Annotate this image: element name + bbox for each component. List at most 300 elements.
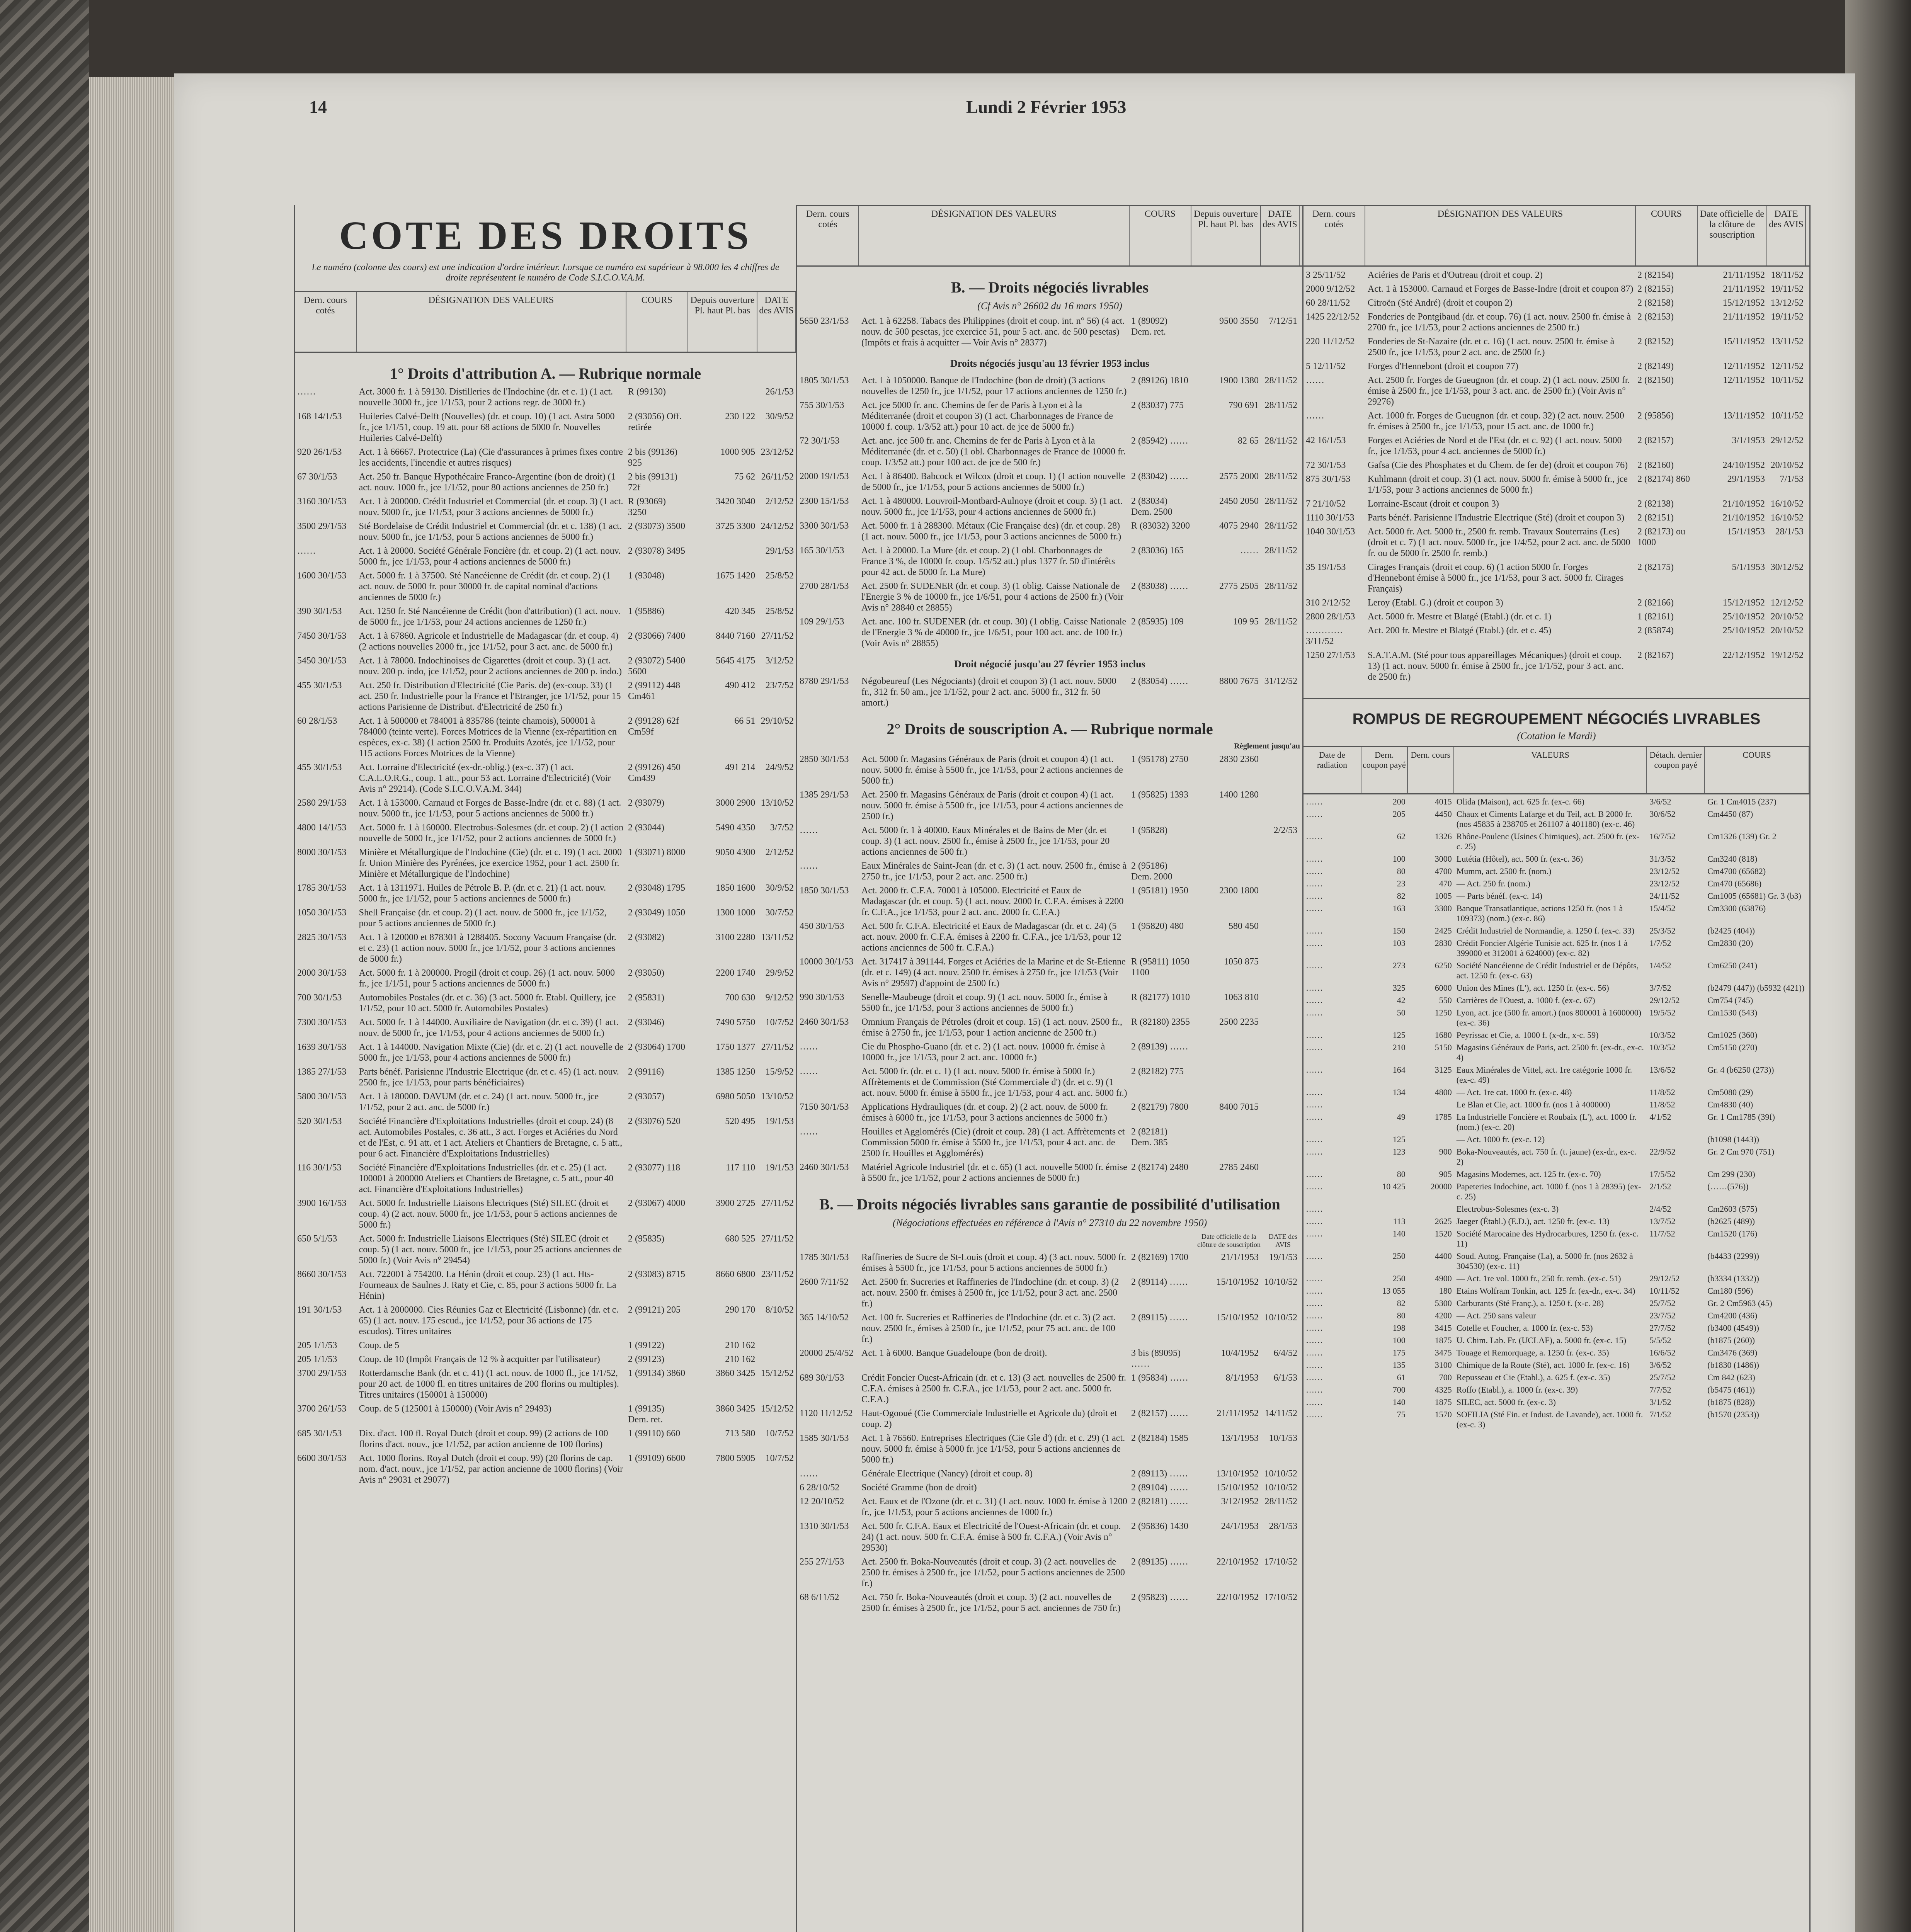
row-cours: R (93069) 3250 bbox=[628, 497, 666, 517]
rompus-coupon: 13 055 bbox=[1382, 1286, 1406, 1296]
rompus-date: …… bbox=[1306, 1360, 1323, 1370]
table-row bbox=[295, 1453, 796, 1485]
table-row bbox=[295, 1403, 796, 1425]
row-cours: 2 (82155) bbox=[1637, 284, 1674, 294]
row-dern: 72 30/1/53 bbox=[1306, 460, 1346, 470]
rompus-cours: (b3400 (4549)) bbox=[1707, 1323, 1760, 1333]
subsection-note: (Cf Avis n° 26602 du 16 mars 1950) bbox=[977, 300, 1122, 311]
table-row bbox=[797, 1252, 1302, 1274]
rompus-valeur: Magasins Modernes, act. 125 fr. (ex-c. 70) bbox=[1456, 1169, 1601, 1179]
row-dern: 5650 23/1/53 bbox=[800, 316, 849, 326]
row-dern: 5800 30/1/53 bbox=[297, 1092, 347, 1102]
table-row bbox=[1303, 361, 1809, 372]
th-cours: COURS bbox=[1705, 747, 1809, 793]
row-dern: 310 2/12/52 bbox=[1306, 598, 1351, 608]
row-depuis: 1050 875 bbox=[1224, 957, 1259, 967]
rompus-cours: Cm754 (745) bbox=[1707, 995, 1753, 1005]
row-dern: 10000 30/1/53 bbox=[800, 957, 854, 967]
row-designation: Act. 5000 fr. 1 à 200000. Progil (droit et coup. 26) (1 act. nouv. 5000 fr., jce 1/1/51, pour 5 actions anciennes de 5000 fr.) bbox=[359, 968, 615, 989]
rompus-dern-cours: 6000 bbox=[1435, 983, 1452, 993]
row-cours: 2 (89113) …… bbox=[1131, 1469, 1188, 1479]
row-cours: 2 (93067) 4000 bbox=[628, 1198, 685, 1208]
row-cours: R (95811) 1050 1100 bbox=[1131, 957, 1190, 978]
rompus-cours: Gr. 1 Cm4015 (237) bbox=[1707, 797, 1777, 806]
row-designation: Huileries Calvé-Delft (Nouvelles) (dr. et coup. 10) (1 act. Astra 5000 fr., jce 1/1/51, coup. 19 att. pour 68 actions de 5000 fr. Nouvelles Huileries Calvé-Delft) bbox=[359, 412, 615, 443]
row-designation: Act. 1 à 20000. La Mure (dr. et coup. 2) (1 obl. Charbonnages de France 3 %, de 10000 fr. coup. 1/5/52 att.) plus 1377 fr. 50 d'intérêts pour 42 act. de 5000 fr. La Mure) bbox=[861, 546, 1115, 577]
row-date: 30/7/52 bbox=[765, 908, 794, 918]
row-cours: 2 (82150) bbox=[1637, 375, 1674, 385]
row-date bbox=[1261, 789, 1300, 822]
book-binding-right bbox=[1845, 0, 1911, 1932]
row-date: 26/1/53 bbox=[765, 387, 794, 397]
th-depuis: Depuis ouverture Pl. haut Pl. bas bbox=[688, 292, 758, 352]
rompus-row bbox=[1303, 1134, 1809, 1145]
row-dern: 7150 30/1/53 bbox=[800, 1102, 849, 1112]
rompus-date: …… bbox=[1306, 961, 1323, 970]
rompus-valeur: Repusseau et Cie (Etabl.), a. 625 f. (ex-c. 35) bbox=[1456, 1372, 1610, 1382]
th-date-radiation: Date de radiation bbox=[1303, 747, 1361, 793]
row-depuis: 15/12/1952 bbox=[1722, 298, 1765, 308]
table-row bbox=[1303, 650, 1809, 682]
row-dern: 2460 30/1/53 bbox=[800, 1162, 849, 1172]
rompus-coupon: 140 bbox=[1392, 1397, 1406, 1407]
rompus-valeur: Société Nancéienne de Crédit Industriel et de Dépôts, act. 1250 fr. (ex-c. 63) bbox=[1456, 961, 1639, 980]
row-dern: 1120 11/12/52 bbox=[800, 1408, 853, 1418]
rompus-valeur: Union des Mines (L'), act. 1250 fr. (ex-c. 56) bbox=[1456, 983, 1609, 993]
row-dern: 1050 30/1/53 bbox=[297, 908, 347, 918]
row-depuis: 5/1/1953 bbox=[1732, 562, 1765, 572]
row-designation: Act. 1 à 120000 et 878301 à 1288405. Socony Vacuum Française (dr. et c. 23) (1 action nouv. 5000 fr., jce 1/1/52, pour 3 actions anciennes de 5000 fr.) bbox=[359, 932, 616, 964]
table-row bbox=[797, 789, 1302, 822]
rompus-date: …… bbox=[1306, 1043, 1323, 1052]
th-cours: COURS bbox=[626, 292, 688, 352]
table-row bbox=[797, 520, 1302, 542]
rompus-row bbox=[1303, 1410, 1809, 1430]
row-designation: Act. anc. 100 fr. SUDENER (dr. et coup. 30) (1 oblig. Caisse Nationale de l'Energie 3 % de 40000 fr., jce 1/6/51, pour 100 act. anc. de 100 fr.) (Voir Avis n° 28855) bbox=[861, 617, 1127, 648]
row-designation: Act. 1000 florins. Royal Dutch (droit et coup. 99) (20 florins de cap. nom. d'act. nouv., jce 1/1/52, par action ancienne de 1000 florins) (Voir Avis n° 29031 et 29077) bbox=[359, 1453, 623, 1485]
rompus-coupon: 82 bbox=[1397, 1298, 1406, 1308]
table-row bbox=[797, 1521, 1302, 1553]
row-cours: 2 (99126) 450 Cm439 bbox=[628, 762, 681, 783]
rompus-cours: Gr. 4 (b6250 (273)) bbox=[1707, 1065, 1774, 1075]
negotiation-period: Droits négociés jusqu'au 13 février 1953 inclus bbox=[950, 358, 1149, 369]
row-designation: Act. 1000 fr. Forges de Gueugnon (dr. et coup. 32) (2 act. nouv. 2500 fr. émises à 2500 fr., jce 1/1/53, pour 15 act. anc. de 1000 fr.) bbox=[1368, 411, 1624, 432]
rompus-dern-cours: 1875 bbox=[1435, 1335, 1452, 1345]
rompus-coupon: 700 bbox=[1392, 1385, 1406, 1395]
row-designation: Act. 200 fr. Mestre et Blatgé (Etabl.) (dr. et c. 45) bbox=[1368, 626, 1552, 636]
row-dern: …… bbox=[800, 1127, 818, 1137]
rompus-row bbox=[1303, 1008, 1809, 1028]
row-cours: 2 (93049) 1050 bbox=[628, 908, 685, 918]
table-row bbox=[797, 1556, 1302, 1589]
rompus-valeur: Etains Wolfram Tonkin, act. 125 fr. (ex-dr., ex-c. 34) bbox=[1456, 1286, 1635, 1296]
table-row bbox=[797, 1496, 1302, 1518]
row-depuis: 1750 1377 bbox=[716, 1042, 756, 1052]
row-date: 29/10/52 bbox=[761, 716, 794, 726]
rompus-section bbox=[1303, 698, 1809, 1430]
row-date: 15/9/52 bbox=[765, 1067, 794, 1077]
row-depuis: 8800 7675 bbox=[1219, 676, 1259, 686]
row-designation: Act. 5000 fr. Act. 5000 fr., 2500 fr. remb. Travaux Souterrains (Les) (droit et c. 7) (1 act. nouv. 5000 fr., jce 1/4/52, pour 2 act. anc. de 5000 fr. ou de 5000 fr. 2500 fr. remb.) bbox=[1368, 527, 1630, 558]
rompus-date: …… bbox=[1306, 1112, 1323, 1122]
rompus-cours: Cm2603 (575) bbox=[1707, 1204, 1758, 1214]
rompus-date: …… bbox=[1306, 854, 1323, 864]
row-designation: Act. 5000 fr. 1 à 40000. Eaux Minérales et de Bains de Mer (dr. et coup. 3) (1 act. nouv. 2500 fr., émise à 2500 fr., jce 1/1/53, pour 20 actions anciennes de 500 fr.) bbox=[861, 825, 1110, 857]
rompus-valeur: Crédit Industriel de Normandie, a. 1250 f. (ex-c. 33) bbox=[1456, 926, 1635, 935]
row-depuis: 210 162 bbox=[725, 1340, 756, 1350]
row-cours: 1 (93071) 8000 bbox=[628, 847, 685, 857]
rompus-coupon: 113 bbox=[1393, 1216, 1406, 1226]
row-depuis: 3100 2280 bbox=[716, 932, 756, 942]
row-designation: Forges et Aciéries de Nord et de l'Est (dr. et c. 92) (1 act. nouv. 5000 fr., jce 1/1/53, pour 4 act. anciennes de 5000 fr.) bbox=[1368, 435, 1622, 456]
rompus-cours: Cm6250 (241) bbox=[1707, 961, 1758, 970]
row-cours: 2 (85942) …… bbox=[1131, 436, 1188, 446]
row-date: 14/11/52 bbox=[1264, 1408, 1297, 1418]
row-date: 13/10/52 bbox=[761, 798, 794, 808]
row-designation: Act. 5000 fr. Industrielle Liaisons Electriques (Sté) SILEC (droit et coup. 4) (2 act. nouv. 5000 fr., jce 1/1/53, pour 5 actions anciennes de 5000 fr.) bbox=[359, 1198, 617, 1230]
row-depuis: 21/11/1952 bbox=[1723, 270, 1765, 280]
th-valeurs: VALEURS bbox=[1454, 747, 1647, 793]
row-depuis bbox=[1191, 861, 1261, 882]
rompus-dern-cours: 4400 bbox=[1435, 1251, 1452, 1261]
rompus-dern-cours: 5300 bbox=[1435, 1298, 1452, 1308]
row-dern: 755 30/1/53 bbox=[800, 400, 844, 410]
rompus-coupon: 23 bbox=[1397, 879, 1406, 888]
rompus-cours: Cm5080 (29) bbox=[1707, 1087, 1753, 1097]
rompus-row bbox=[1303, 797, 1809, 807]
subsection-heading: 1° Droits d'attribution A. — Rubrique normale bbox=[390, 365, 701, 382]
th-dern-coupon: Dern. coupon payé bbox=[1361, 747, 1408, 793]
rompus-cours: Gr. 2 Cm5963 (45) bbox=[1707, 1298, 1772, 1308]
rompus-date: …… bbox=[1306, 1229, 1323, 1238]
rompus-subtitle: (Cotation le Mardi) bbox=[1517, 730, 1596, 742]
row-designation: Act. 250 fr. Distribution d'Electricité (Cie Paris. de) (ex-coup. 33) (1 act. 250 fr. Industrielle pour la France et l'Etranger, jce 1/1/52, pour 15 actions Parisienne de Distribut. d'Electricité de 250 fr.) bbox=[359, 680, 621, 712]
row-dern: 365 14/10/52 bbox=[800, 1313, 849, 1323]
row-dern: 1250 27/1/53 bbox=[1306, 650, 1355, 660]
rompus-detach: 4/1/52 bbox=[1649, 1112, 1671, 1122]
row-date bbox=[1261, 921, 1300, 953]
row-depuis: 15/11/1952 bbox=[1723, 337, 1765, 347]
row-cours: 2 bis (99131) 72f bbox=[628, 472, 677, 493]
row-dern: 1600 30/1/53 bbox=[297, 571, 347, 581]
rompus-date: …… bbox=[1306, 903, 1323, 913]
rompus-row bbox=[1303, 866, 1809, 876]
row-cours: 2 (95835) bbox=[628, 1234, 664, 1244]
rompus-coupon: 75 bbox=[1397, 1410, 1406, 1419]
row-cours: 2 (93044) bbox=[628, 823, 664, 833]
row-cours: 2 (82184) 1585 bbox=[1131, 1433, 1188, 1443]
row-designation: Matériel Agricole Industriel (dr. et c. 65) (1 act. nouvelle 5000 fr. émise à 5500 fr., jce 1/1/52, pour 2 actions anciennes de 5000 fr.) bbox=[861, 1162, 1127, 1183]
row-depuis: 3000 2900 bbox=[716, 798, 756, 808]
row-depuis: 12/11/1952 bbox=[1723, 375, 1765, 385]
row-designation: Act. 5000 fr. 1 à 37500. Sté Nancéienne de Crédit (dr. et coup. 2) (1 act. nouv. de 5000 fr. pour 30000 fr. de capital nominal d'actions anciennes de 5000 fr.) bbox=[359, 571, 611, 602]
rompus-coupon: 82 bbox=[1397, 891, 1406, 901]
row-cours: 2 (99112) 448 Cm461 bbox=[628, 680, 681, 701]
table-row bbox=[797, 754, 1302, 786]
row-date: 7/1/53 bbox=[1780, 474, 1804, 484]
row-cours: 2 (82174) 2480 bbox=[1131, 1162, 1188, 1172]
rompus-cours: Cm3300 (63876) bbox=[1707, 903, 1766, 913]
table-row bbox=[295, 1428, 796, 1450]
table-row bbox=[1303, 526, 1809, 559]
rompus-dern-cours: 4900 bbox=[1435, 1274, 1452, 1283]
row-cours: 1 (95828) bbox=[1131, 825, 1167, 835]
row-dern: …… bbox=[800, 825, 818, 835]
row-depuis: 1385 1250 bbox=[716, 1067, 756, 1077]
rompus-coupon: 198 bbox=[1392, 1323, 1406, 1333]
row-cours: 1 (95825) 1393 bbox=[1131, 790, 1188, 800]
row-designation: Citroën (Sté André) (droit et coupon 2) bbox=[1368, 298, 1513, 308]
row-dern: 2825 30/1/53 bbox=[297, 932, 347, 942]
row-date: 7/12/51 bbox=[1269, 316, 1297, 326]
row-cours: 1 (99122) bbox=[628, 1340, 664, 1350]
row-dern: …… bbox=[1306, 375, 1324, 385]
rompus-cours: (……(576)) bbox=[1707, 1182, 1749, 1191]
row-cours: 2 (82167) bbox=[1637, 650, 1674, 660]
row-depuis: 1675 1420 bbox=[716, 571, 756, 581]
rompus-valeur: Cotelle et Foucher, a. 1000 fr. (ex-c. 53) bbox=[1456, 1323, 1593, 1333]
rompus-valeur: SOFILIA (Sté Fin. et Indust. de Lavande), act. 1000 fr. (ex-c. 3) bbox=[1456, 1410, 1643, 1429]
rompus-cours: Cm5150 (270) bbox=[1707, 1043, 1758, 1052]
rompus-coupon bbox=[1361, 1204, 1408, 1214]
row-designation: Société Financière d'Exploitations Industrielles (droit et coup. 24) (8 act. Automobiles Postales, c. 36 att., 3 act. Forges et Aciéries du Nord et de l'Est, c. 91 att. et 1 act. Ateliers et Chantiers de Bretagne, c. 5 att., pour 6 act. Financière d'Exploitations Industrielles) bbox=[359, 1116, 623, 1159]
row-dern: 12 20/10/52 bbox=[800, 1497, 844, 1507]
rompus-coupon: 273 bbox=[1392, 961, 1406, 970]
rompus-coupon: 80 bbox=[1397, 1169, 1406, 1179]
row-depuis: 490 412 bbox=[725, 680, 756, 690]
row-cours: 2 (82181) Dem. 385 bbox=[1131, 1127, 1168, 1148]
row-designation: Act. 2500 fr. Forges de Gueugnon (dr. et coup. 2) (1 act. nouv. 2500 fr. émise à 2500 fr., jce 1/1/53, pour 3 act. anc. de 2500 fr.) (Voir Avis n° 29276) bbox=[1368, 375, 1630, 407]
rompus-detach: 30/6/52 bbox=[1649, 809, 1676, 819]
row-date bbox=[1261, 1017, 1300, 1038]
row-cours: 2 (93056) Off. retirée bbox=[628, 412, 682, 432]
column-droits-negocies bbox=[796, 205, 1302, 1932]
rompus-title: ROMPUS DE REGROUPEMENT NÉGOCIÉS LIVRABLES bbox=[1352, 711, 1761, 728]
rompus-valeur: — Act. 1re cat. 1000 fr. (ex-c. 48) bbox=[1456, 1087, 1572, 1097]
rompus-date: …… bbox=[1306, 1372, 1323, 1382]
row-dern: 168 14/1/53 bbox=[297, 412, 342, 422]
rompus-cours: Cm3240 (818) bbox=[1707, 854, 1758, 864]
row-cours: 2 (93082) bbox=[628, 932, 664, 942]
row-designation: Act. 1 à 153000. Carnaud et Forges de Basse-Indre (dr. et c. 88) (1 act. nouv. 5000 fr., jce 1/1/53, pour 5 actions anciennes de 5000 fr.) bbox=[359, 798, 621, 819]
row-designation: Lorraine-Escaut (droit et coupon 3) bbox=[1368, 499, 1499, 509]
row-cours: 2 (82182) 775 bbox=[1131, 1066, 1184, 1077]
table-row bbox=[295, 655, 796, 677]
th-date: DATE des AVIS bbox=[1261, 206, 1300, 265]
table-row bbox=[295, 883, 796, 904]
rompus-coupon: 150 bbox=[1392, 926, 1406, 935]
row-cours: 1 (99135) Dem. ret. bbox=[628, 1404, 664, 1425]
rompus-valeur: Crédit Foncier Algérie Tunisie act. 625 fr. (nos 1 à 399000 et 312001 à 624000) (ex-c. 82) bbox=[1456, 938, 1628, 958]
row-designation: Aciéries de Paris et d'Outreau (droit et coup. 2) bbox=[1368, 270, 1543, 280]
row-cours: 2 (82173) ou 1000 bbox=[1637, 527, 1685, 548]
row-cours: 3 bis (89095) …… bbox=[1131, 1348, 1181, 1369]
row-dern: 3160 30/1/53 bbox=[297, 497, 347, 507]
row-dern: 60 28/11/52 bbox=[1306, 298, 1350, 308]
rompus-row bbox=[1303, 1112, 1809, 1132]
row-cours: 1 (95178) 2750 bbox=[1131, 754, 1188, 764]
table-row bbox=[295, 1017, 796, 1039]
row-date bbox=[1261, 1102, 1300, 1123]
rompus-cours: Cm 299 (230) bbox=[1707, 1169, 1755, 1179]
table-row bbox=[1303, 336, 1809, 358]
row-cours: 2 (82154) bbox=[1637, 270, 1674, 280]
table-row bbox=[295, 447, 796, 468]
row-depuis: 15/10/1952 bbox=[1216, 1313, 1259, 1323]
rompus-cours: Cm1005 (65681) Gr. 3 (b3) bbox=[1707, 891, 1801, 901]
row-depuis: 117 110 bbox=[726, 1163, 756, 1173]
th-date-officielle: Date officielle de la clôture de souscription bbox=[1197, 1233, 1261, 1248]
row-cours: 2 (93072) 5400 5600 bbox=[628, 656, 685, 677]
row-cours: 2 (82175) bbox=[1637, 562, 1674, 572]
row-depuis: 420 345 bbox=[725, 606, 756, 616]
rompus-cours: (b1830 (1486)) bbox=[1707, 1360, 1760, 1370]
row-designation: Senelle-Maubeuge (droit et coup. 9) (1 act. nouv. 5000 fr., émise à 5500 fr., jce 1/1/53, pour 3 actions anciennes de 5000 fr.) bbox=[861, 992, 1108, 1013]
rompus-row bbox=[1303, 1397, 1809, 1407]
row-cours: 2 (89114) …… bbox=[1131, 1277, 1188, 1287]
row-depuis: 230 122 bbox=[725, 412, 756, 422]
intro-note: Le numéro (colonne des cours) est une indication d'ordre intérieur. Lorsque ce numéro est supérieur à 98.000 les 4 chiffres de droite représentent le numéro de Code S.I.C.O.V.A.M. bbox=[311, 262, 779, 283]
rompus-date: …… bbox=[1306, 1311, 1323, 1320]
listing-rows bbox=[797, 375, 1302, 649]
row-depuis: 22/10/1952 bbox=[1216, 1557, 1259, 1567]
row-cours: 1 (95820) 480 bbox=[1131, 921, 1184, 931]
rompus-detach: 19/5/52 bbox=[1649, 1008, 1676, 1017]
rompus-row bbox=[1303, 1251, 1809, 1271]
row-designation: Act. 1 à 200000. Crédit Industriel et Commercial (dr. et coup. 3) (1 act. nouv. 5000 fr., jce 1/1/53, pour 3 actions anciennes de 5000 fr.) bbox=[359, 497, 623, 517]
th-dern: Dern. cours cotés bbox=[797, 206, 859, 265]
row-date: 28/11/52 bbox=[1264, 617, 1297, 627]
subsection-heading: B. — Droits négociés livrables bbox=[951, 279, 1149, 296]
row-depuis: 210 162 bbox=[725, 1354, 756, 1364]
rompus-detach: 1/7/52 bbox=[1649, 938, 1671, 948]
rompus-dern-cours: 3000 bbox=[1435, 854, 1452, 864]
rompus-valeur: Peyrissac et Cie, a. 1000 f. (x-dr., x-c. 59) bbox=[1456, 1030, 1599, 1040]
table-row bbox=[1303, 460, 1809, 471]
row-designation: Act. 5000 fr. (dr. et c. 1) (1 act. nouv. 5000 fr. émise à 5000 fr.) Affrètements et de Commission (Sté Commerciale d') (dr. et c. 9) (1 act. nouv. 5000 fr. émise à 5500 fr., jce 1/1/53, pour 4 act. anc. 5000 fr.) bbox=[861, 1066, 1127, 1098]
row-dern: 2000 19/1/53 bbox=[800, 471, 849, 481]
rompus-row bbox=[1303, 854, 1809, 864]
rompus-table-header bbox=[1303, 746, 1809, 794]
rompus-cours: (b1875 (260)) bbox=[1707, 1335, 1755, 1345]
row-cours: 2 (82157) bbox=[1637, 435, 1674, 446]
row-depuis: 25/10/1952 bbox=[1722, 626, 1765, 636]
row-designation: Société Gramme (bon de droit) bbox=[861, 1483, 977, 1493]
row-cours: 2 (83037) 775 bbox=[1131, 400, 1184, 410]
row-cours: 1 (99134) 3860 bbox=[628, 1368, 685, 1378]
rompus-dern-cours: 4015 bbox=[1435, 797, 1452, 806]
rompus-row bbox=[1303, 903, 1809, 923]
row-dern: 920 26/1/53 bbox=[297, 447, 342, 457]
row-date: 28/11/52 bbox=[1264, 581, 1297, 591]
rompus-row bbox=[1303, 1348, 1809, 1358]
row-date: 23/11/52 bbox=[761, 1269, 794, 1279]
rompus-coupon bbox=[1361, 1100, 1408, 1110]
rompus-coupon: 62 bbox=[1397, 832, 1406, 841]
row-cours: 2 (93083) 8715 bbox=[628, 1269, 685, 1279]
rompus-dern-cours: 470 bbox=[1439, 879, 1452, 888]
rompus-row bbox=[1303, 1298, 1809, 1308]
row-date: 24/12/52 bbox=[761, 521, 794, 531]
row-cours: 2 (93077) 118 bbox=[628, 1163, 681, 1173]
table-row bbox=[797, 1041, 1302, 1063]
rompus-detach bbox=[1647, 1251, 1705, 1271]
row-designation: Leroy (Etabl. G.) (droit et coupon 3) bbox=[1368, 598, 1503, 608]
th-dern-cours: Dern. cours bbox=[1408, 747, 1454, 793]
row-cours: 2 (89115) …… bbox=[1131, 1313, 1188, 1323]
rompus-dern-cours: 1680 bbox=[1435, 1030, 1452, 1040]
row-designation: Act. 2500 fr. SUDENER (dr. et coup. 3) (1 oblig. Caisse Nationale de l'Energie 3 % de 10000 fr., jce 1/6/51, pour 4 actions de 2500 fr.) (Voir Avis n° 28840 et 28855) bbox=[861, 581, 1123, 613]
row-dern: 1425 22/12/52 bbox=[1306, 312, 1360, 322]
rompus-detach: 31/3/52 bbox=[1649, 854, 1676, 864]
th-date-avis: DATE des AVIS bbox=[1268, 1233, 1298, 1248]
row-dern: 205 1/1/53 bbox=[297, 1340, 337, 1350]
rompus-detach: 29/12/52 bbox=[1649, 1274, 1680, 1283]
th-date-officielle: Date officielle de la clôture de souscription bbox=[1698, 206, 1767, 265]
row-depuis: 24/1/1953 bbox=[1221, 1521, 1259, 1531]
rompus-date: …… bbox=[1306, 797, 1323, 806]
row-dern: 220 11/12/52 bbox=[1306, 337, 1355, 347]
rompus-coupon: 100 bbox=[1392, 1335, 1406, 1345]
rompus-valeur: Carrières de l'Ouest, a. 1000 f. (ex-c. 67) bbox=[1456, 995, 1595, 1005]
row-date: 24/9/52 bbox=[765, 762, 794, 772]
row-date bbox=[1261, 1041, 1300, 1063]
row-cours: 2 (93076) 520 bbox=[628, 1116, 681, 1126]
row-date: 23/7/52 bbox=[765, 680, 794, 690]
table-row bbox=[295, 631, 796, 652]
row-dern: 1785 30/1/53 bbox=[800, 1252, 849, 1262]
rompus-valeur: Jaeger (Établ.) (E.D.), act. 1250 fr. (ex-c. 13) bbox=[1456, 1216, 1610, 1226]
row-depuis: 2200 1740 bbox=[716, 968, 756, 978]
rompus-coupon: 250 bbox=[1392, 1251, 1406, 1261]
row-cours: 1 (99110) 660 bbox=[628, 1429, 681, 1439]
row-date: 8/10/52 bbox=[765, 1305, 794, 1315]
listing-rows bbox=[295, 386, 796, 1485]
row-date: 28/11/52 bbox=[1264, 400, 1297, 410]
row-dern: 2800 28/1/53 bbox=[1306, 612, 1355, 622]
rompus-cours: Cm1530 (543) bbox=[1707, 1008, 1758, 1017]
row-cours: 2 (95823) …… bbox=[1131, 1592, 1188, 1602]
row-designation: Act. 2000 fr. C.F.A. 70001 à 105000. Electricité et Eaux de Madagascar (dr. et coup. 5) (1 act. nouv. 2000 fr. C.F.A. émises à 2200 fr. C.F.A., jce 1/1/53, pour 2 act. anc. 2000 fr. C.F.A.) bbox=[861, 886, 1124, 917]
rompus-row bbox=[1303, 879, 1809, 889]
table-row bbox=[295, 1233, 796, 1266]
row-dern: 7300 30/1/53 bbox=[297, 1017, 347, 1027]
row-depuis: 21/1/1953 bbox=[1221, 1252, 1259, 1262]
rompus-row bbox=[1303, 1229, 1809, 1249]
row-dern: 60 28/1/53 bbox=[297, 716, 337, 726]
rompus-coupon: 103 bbox=[1392, 938, 1406, 948]
page-number: 14 bbox=[309, 97, 327, 117]
row-date: 13/12/52 bbox=[1770, 298, 1804, 308]
rompus-cours: Gr. 2 Cm 970 (751) bbox=[1707, 1147, 1775, 1156]
row-depuis bbox=[1191, 1066, 1261, 1099]
row-dern: 685 30/1/53 bbox=[297, 1429, 342, 1439]
rompus-dern-cours bbox=[1408, 1100, 1454, 1110]
row-designation: Gafsa (Cie des Phosphates et du Chem. de fer de) (droit et coupon 76) bbox=[1368, 460, 1628, 470]
rompus-date: …… bbox=[1306, 983, 1323, 993]
rompus-dern-cours: 4450 bbox=[1435, 809, 1452, 819]
row-date: 18/11/52 bbox=[1771, 270, 1804, 280]
subsection-heading: B. — Droits négociés livrables sans garantie de possibilité d'utilisation bbox=[819, 1196, 1280, 1213]
row-date: 12/11/52 bbox=[1771, 361, 1804, 371]
rompus-cours: Cm4200 (436) bbox=[1707, 1311, 1758, 1320]
rompus-coupon: 205 bbox=[1392, 809, 1406, 819]
row-date bbox=[1261, 1162, 1300, 1184]
row-dern: 3900 16/1/53 bbox=[297, 1198, 347, 1208]
row-designation: Houilles et Agglomérés (Cie) (droit et coup. 28) (1 act. Affrètements et Commission 5000 fr. émise à 5500 fr., jce 1/1/53, pour 4 act. anc. de 2500 fr. Houilles et Agglomérés) bbox=[861, 1127, 1125, 1158]
row-cours: 1 (89092) Dem. ret. bbox=[1131, 316, 1167, 337]
row-designation: Act. 1 à 153000. Carnaud et Forges de Basse-Indre (droit et coupon 87) bbox=[1368, 284, 1634, 294]
